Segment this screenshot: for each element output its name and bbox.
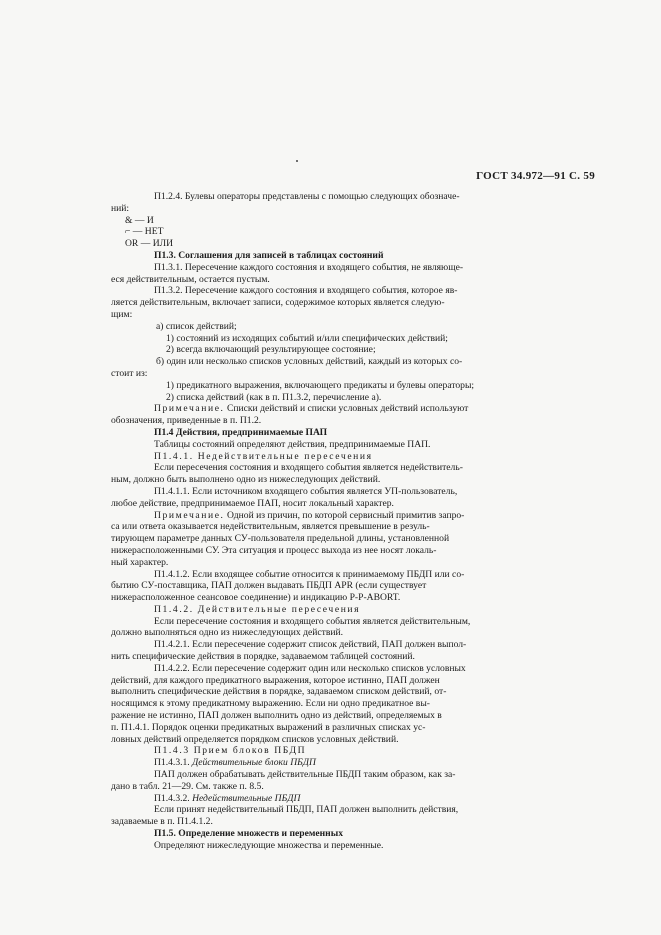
line: любое действие, предпринимаемое ПАП, носит локальный характер. — [111, 497, 394, 509]
list-item: б) один или несколько списков условных действий, каждый из которых со- — [156, 356, 463, 368]
line: П1.3.2. Пересечение каждого состояния и входящего события, которое яв- — [154, 285, 458, 297]
line: задаваемые в п. П1.4.1.2. — [111, 816, 213, 828]
subsection-heading: П1.4.2. Действительные пересечения — [154, 603, 361, 615]
note — [111, 403, 594, 415]
list-item: 2) списка действий (как в п. П1.3.2, перечисление а). — [166, 391, 382, 403]
line: ловных действий определяется порядком списков условных действий. — [111, 733, 399, 745]
scan-speck — [296, 160, 298, 162]
note-label: Примечание. — [154, 403, 225, 415]
document-body — [111, 191, 594, 852]
line: нижерасположенное сеансовое соединение) и индикацию Р-Р-ABORT. — [111, 592, 401, 604]
line: П1.4.1.1. Если источником входящего события является УП-пользователь, — [154, 485, 458, 497]
line: обозначения, приведенные в п. П1.2. — [111, 415, 262, 427]
list-item: 2) всегда включающий результирующее состояние; — [166, 344, 376, 356]
list-item: 1) предикатного выражения, включающего предикаты и булевы операторы; — [166, 379, 475, 391]
line: нить специфические действия в порядке, задаваемом таблицей состояний. — [111, 651, 415, 663]
line: п. П1.4.1. Порядок оценки предикатных выражений в различных списках ус- — [111, 721, 426, 733]
line: ный характер. — [111, 556, 169, 568]
section-heading: П1.5. Определение множеств и переменных — [154, 828, 343, 840]
line: ПАП должен обрабатывать действительные ПБДП таким образом, как за- — [154, 769, 456, 781]
line: П1.4.1.2. Если входящее событие относится к принимаемому ПБДП или со- — [154, 568, 465, 580]
line: П1.4.2.2. Если пересечение содержит один или несколько списков условных — [154, 662, 466, 674]
subsection-heading: П1.4.3 Прием блоков ПБДП — [154, 745, 307, 757]
line: выполнить специфические действия в порядке, задаваемом списком действий, от- — [111, 686, 447, 698]
line: Если принят недействительный ПБДП, ПАП должен выполнить действия, — [154, 804, 459, 816]
subsection-heading — [111, 757, 594, 769]
line: ляется действительным, включает записи, содержимое которых является следую- — [111, 297, 445, 309]
line: еся действительным, остается пустым. — [111, 273, 270, 285]
operator-not: ⌐ — НЕТ — [125, 226, 164, 238]
line: носящимся к этому предикатному выражению. Если ни одно предикатное вы- — [111, 698, 430, 710]
line: Таблицы состояний определяют действия, предпринимаемые ПАП. — [154, 438, 431, 450]
clause-number: П1.4.3.1. — [154, 757, 193, 769]
line: должно выполняться одно из нижеследующих действий. — [111, 627, 344, 639]
note-text: Списки действий и списки условных действий используют — [224, 403, 469, 415]
list-item: 1) состояний из исходящих событий и/или специфических действий; — [166, 332, 448, 344]
line: П1.2.4. Булевы операторы представлены с помощью следующих обозначе- — [154, 191, 460, 202]
line: Определяют нижеследующие множества и переменные. — [154, 839, 384, 851]
operator-or: OR — ИЛИ — [125, 238, 174, 250]
clause-title: Недействительные ПБДП — [192, 792, 301, 804]
note-text: Одной из причин, по которой сервисный примитив запро- — [224, 509, 465, 521]
line: стоит из: — [111, 367, 148, 379]
list-item: а) список действий; — [156, 320, 237, 332]
line: ражение не истинно, ПАП должен выполнить одно из действий, определяемых в — [111, 710, 442, 722]
line: действий, для каждого предикатного выражения, которое истинно, ПАП должен — [111, 674, 440, 686]
line: Если пересечение состояния и входящего события является действительным, — [154, 615, 471, 627]
section-heading: П1.3. Соглашения для записей в таблицах состояний — [154, 249, 384, 261]
subsection-heading: П1.4.1. Недействительные пересечения — [154, 450, 373, 462]
note-label: Примечание. — [154, 509, 225, 521]
line: са или ответа оказывается недействительным, является превышение в резуль- — [111, 521, 430, 533]
line: П1.4.2.1. Если пересечение содержит список действий, ПАП должен выпол- — [154, 639, 467, 651]
subsection-heading — [111, 793, 594, 805]
operator-and: & — И — [125, 214, 154, 226]
line: Если пересечения состояния и входящего события является недействитель- — [154, 462, 463, 474]
line: нижерасположенными СУ. Эта ситуация и процесс выхода из нее носят локаль- — [111, 544, 437, 556]
clause-number: П1.4.3.2. — [154, 792, 193, 804]
line: тирующем параметре данных СУ-пользователя предельной длины, установленной — [111, 533, 450, 545]
line: щим: — [111, 308, 133, 320]
line: ний: — [111, 202, 130, 214]
line: ным, должно быть выполнено одно из нижеследующих действий. — [111, 474, 381, 486]
section-heading: П1.4 Действия, предпринимаемые ПАП — [154, 426, 328, 438]
note — [111, 510, 594, 522]
line: дано в табл. 21—29. См. также п. 8.5. — [111, 780, 264, 792]
clause-title: Действительные блоки ПБДП — [192, 757, 316, 769]
line: бытию СУ-поставщика, ПАП должен выдавать ПБДП АРR (если существует — [111, 580, 427, 592]
line: П1.3.1. Пересечение каждого состояния и входящего события, не являюще- — [154, 261, 464, 273]
page-header: ГОСТ 34.972—91 С. 59 — [476, 170, 595, 182]
